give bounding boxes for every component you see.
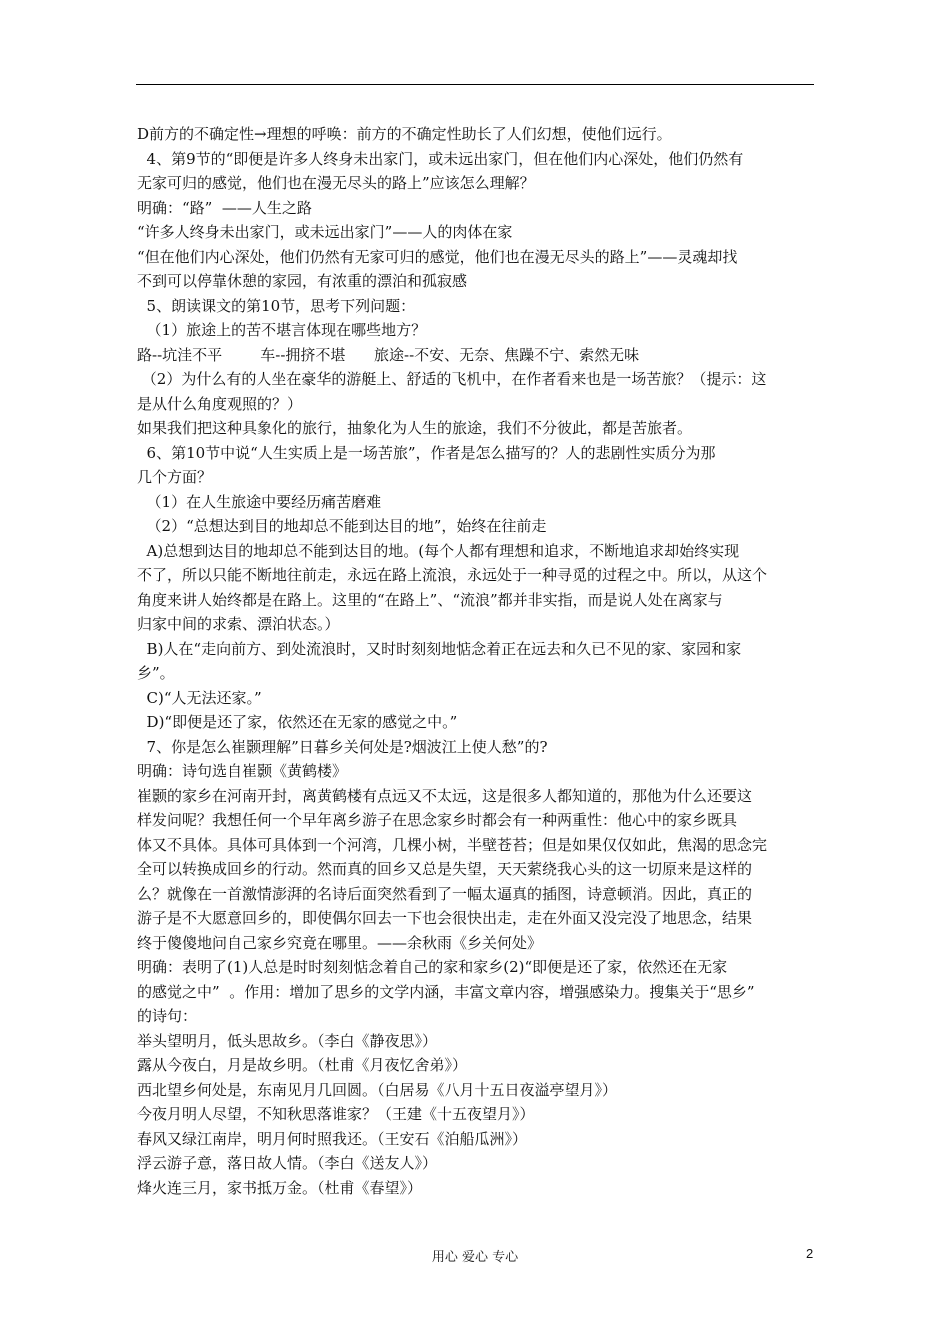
text-line: 4、第9节的“即便是许多人终身未出家门，或未远出家门，但在他们内心深处，他们仍然有 bbox=[137, 149, 744, 168]
text-line: 5、朗读课文的第10节，思考下列问题： bbox=[137, 296, 416, 315]
text-line: 游子是不大愿意回乡的，即使偶尔回去一下也会很快出走，走在外面又没完没了地思念，结果 bbox=[137, 909, 753, 927]
text-line: D前方的不确定性→理想的呼唤：前方的不确定性助长了人们幻想，使他们远行。 bbox=[137, 125, 672, 143]
text-line: 明确：诗句选自崔颢《黄鹤楼》 bbox=[137, 762, 348, 780]
text-line: 烽火连三月，家书抵万金。（杜甫《春望》） bbox=[137, 1178, 423, 1197]
text-line: 几个方面？ bbox=[137, 468, 213, 486]
text-line: B)人在“走向前方、到处流浪时，又时时刻刻地惦念着正在远去和久已不见的家、家园和家 bbox=[137, 639, 742, 658]
text-line: 终于傻傻地问自己家乡究竟在哪里。——余秋雨《乡关何处》 bbox=[137, 933, 543, 952]
text-line: 不了，所以只能不断地往前走，永远在路上流浪，永远处于一种寻觅的过程之中。所以，从这个 bbox=[137, 566, 768, 584]
text-line: 6、第10节中说“人生实质上是一场苦旅”，作者是怎么描写的？人的悲剧性实质分为那 bbox=[137, 443, 716, 462]
text-line: 如果我们把这种具象化的旅行，抽象化为人生的旅途，我们不分彼此，都是苦旅者。 bbox=[137, 419, 693, 437]
text-line: 样发问呢？我想任何一个早年离乡游子在思念家乡时都会有一种两重性：他心中的家乡既具 bbox=[137, 811, 738, 829]
text-line: 的感觉之中” 。作用：增加了思乡的文学内涵，丰富文章内容，增强感染力。搜集关于“思乡” bbox=[137, 982, 755, 1001]
text-line: C)“人无法还家。” bbox=[137, 688, 262, 707]
text-line: 路--坑洼不平 车--拥挤不堪 旅途--不安、无奈、焦躁不宁、索然无味 bbox=[137, 345, 640, 364]
header-rule bbox=[136, 84, 814, 85]
page-number: 2 bbox=[806, 1246, 814, 1261]
text-line: 乡”。 bbox=[137, 664, 175, 682]
text-line: 春风又绿江南岸，明月何时照我还。（王安石《泊船瓜洲》） bbox=[137, 1129, 528, 1148]
footer-text: 用心 爱心 专心 bbox=[431, 1250, 519, 1265]
text-line: 归家中间的求索、漂泊状态。） bbox=[137, 615, 340, 633]
text-line: “但在他们内心深处，他们仍然有无家可归的感觉，他们也在漫无尽头的路上”——灵魂却找 bbox=[137, 247, 738, 266]
text-line: 无家可归的感觉，他们也在漫无尽头的路上”应该怎么理解？ bbox=[137, 174, 535, 192]
text-line: D)“即便是还了家，依然还在无家的感觉之中。” bbox=[137, 713, 458, 731]
text-line: A)总想到达目的地却总不能到达目的地。(每个人都有理想和追求，不断地追求却始终实现 bbox=[137, 541, 740, 560]
text-line: 体又不具体。具体可具体到一个河湾，几棵小树，半壁苍苔；但是如果仅仅如此，焦渴的思念完 bbox=[137, 835, 768, 854]
document-body bbox=[137, 122, 815, 1200]
text-line: 角度来讲人始终都是在路上。这里的“在路上”、“流浪”都并非实指，而是说人处在离家与 bbox=[137, 590, 723, 609]
text-line: 崔颢的家乡在河南开封，离黄鹤楼有点远又不太远，这是很多人都知道的，那他为什么还要这 bbox=[137, 786, 753, 805]
text-line: 明确：“路” ——人生之路 bbox=[137, 198, 312, 217]
text-line: 今夜月明人尽望，不知秋思落谁家？（王建《十五夜望月》） bbox=[137, 1105, 535, 1123]
text-line: 7、你是怎么崔颢理解”日暮乡关何处是?烟波江上使人愁”的? bbox=[137, 737, 548, 756]
text-line: 么？就像在一首激情澎湃的名诗后面突然看到了一幅太逼真的插图，诗意顿消。因此，真正的 bbox=[137, 884, 753, 903]
text-line: 举头望明月，低头思故乡。（李白《静夜思》） bbox=[137, 1031, 438, 1050]
text-line: （2）“总想达到目的地却总不能到达目的地”，始终在往前走 bbox=[137, 517, 547, 535]
text-line: 浮云游子意，落日故人情。（李白《送友人》） bbox=[137, 1154, 438, 1172]
text-line: 是从什么角度观照的？） bbox=[137, 394, 303, 413]
text-line: “许多人终身未出家门，或未远出家门”——人的肉体在家 bbox=[137, 223, 513, 241]
text-line: 西北望乡何处是，东南见月几回圆。（白居易《八月十五日夜溢亭望月》） bbox=[137, 1080, 618, 1099]
text-line: （1）旅途上的苦不堪言体现在哪些地方？ bbox=[137, 321, 427, 339]
text-line: （1）在人生旅途中要经历痛苦磨难 bbox=[137, 492, 382, 511]
text-line: 明确：表明了(1)人总是时时刻刻惦念着自己的家和家乡(2)“即便是还了家，依然还在无家 bbox=[137, 958, 728, 976]
text-line: 露从今夜白，月是故乡明。（杜甫《月夜忆舍弟》） bbox=[137, 1056, 468, 1074]
text-line: （2）为什么有的人坐在豪华的游艇上、舒适的飞机中，在作者看来也是一场苦旅？（提示：这 bbox=[137, 370, 767, 388]
text-line: 的诗句： bbox=[137, 1007, 198, 1025]
text-line: 全可以转换成回乡的行动。然而真的回乡又总是失望，天天萦绕我心头的这一切原来是这样的 bbox=[137, 860, 753, 878]
text-line: 不到可以停靠休憩的家园，有浓重的漂泊和孤寂感 bbox=[137, 272, 468, 290]
